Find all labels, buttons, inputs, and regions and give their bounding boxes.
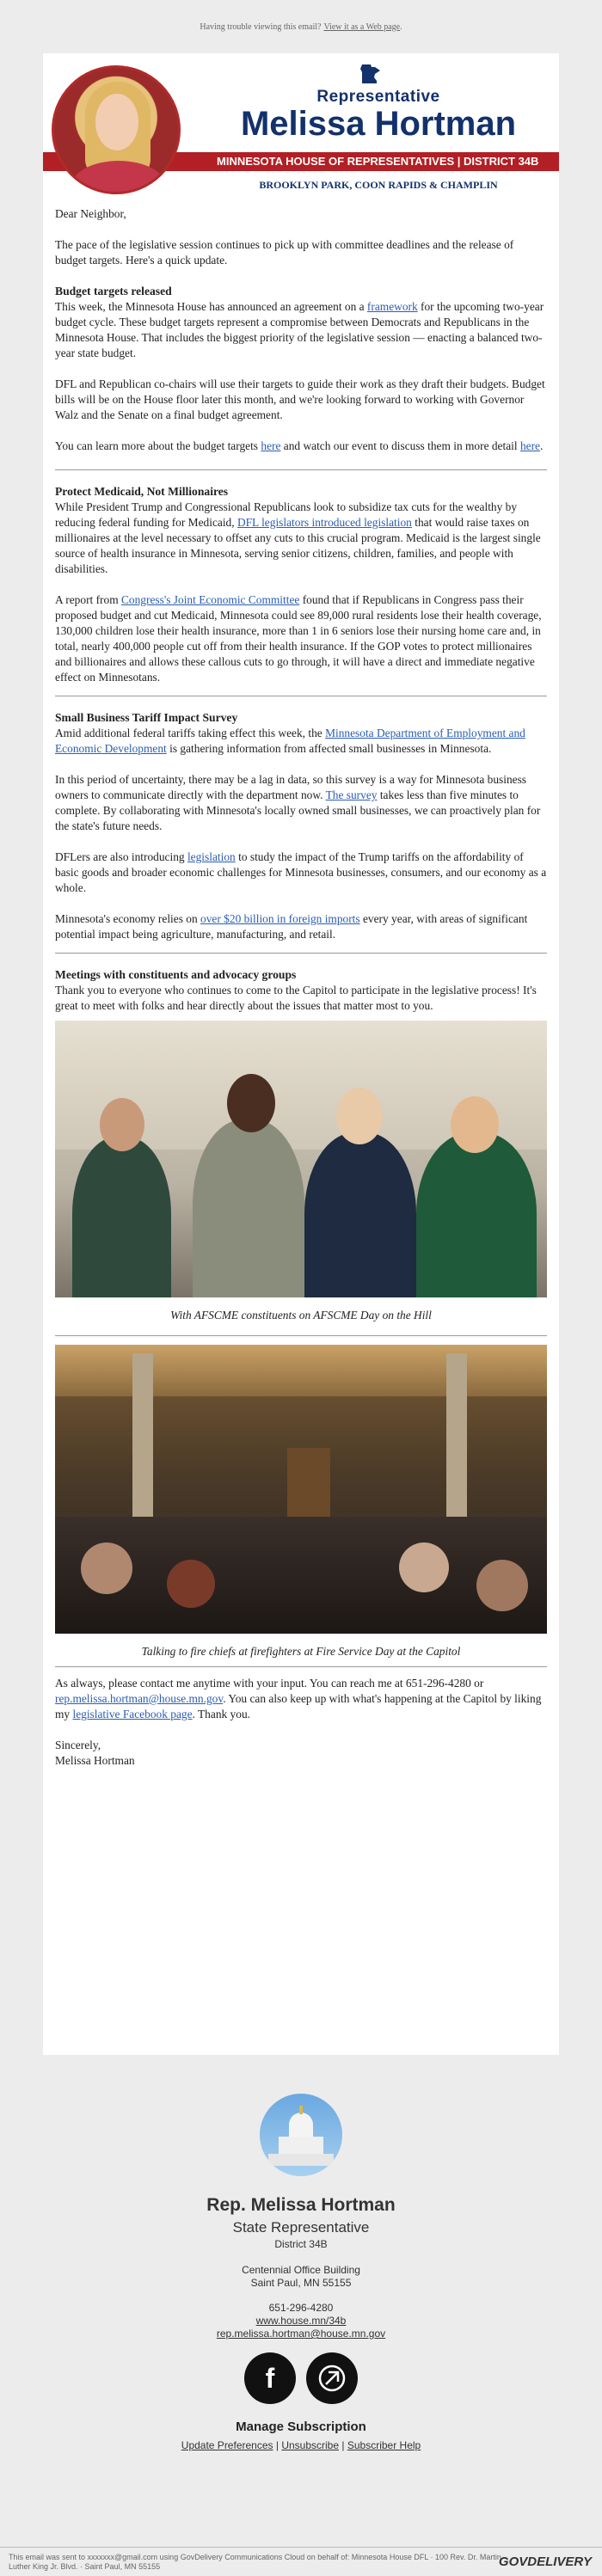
web-view-link[interactable]: View it as a Web page [323, 21, 401, 32]
divider [55, 953, 547, 954]
footer-address: Centennial Office Building Saint Paul, MN 55155 [242, 2264, 360, 2289]
footer-email-link[interactable]: rep.melissa.hortman@house.mn.gov [216, 2328, 386, 2340]
joint-economic-committee-link[interactable]: Congress's Joint Economic Committee [120, 593, 300, 606]
deed-link[interactable]: Minnesota Department of Employment and Economic Development [55, 727, 525, 755]
meetings-paragraph: Thank you to everyone who continues to come to the Capitol to participate in the legislative process! It's great to meet with folks and hear directly about the issues that matter most to you. [55, 984, 537, 1012]
greeting: Dear Neighbor, [55, 207, 126, 220]
tariff-paragraph-4: Minnesota's economy relies on over $20 billion in foreign imports every year, with areas of significant potential impact being agriculture, manufacturing, and retail. [55, 912, 528, 941]
budget-paragraph-3: You can learn more about the budget targets here and watch our event to discuss them in more detail here. [55, 439, 544, 452]
newsletter-content [43, 206, 559, 1769]
meetings-heading: Meetings with constituents and advocacy groups [55, 968, 297, 981]
dfl-legislation-link[interactable]: DFL legislators introduced legislation [236, 516, 412, 529]
divider [55, 469, 547, 470]
signature-block [55, 1738, 547, 1769]
tariff-legislation-link[interactable]: legislation [187, 850, 236, 863]
afscme-photo [55, 1021, 547, 1297]
footer-name: Rep. Melissa Hortman [206, 2195, 396, 2215]
subscription-links: Update Preferences | Unsubscribe | Subscriber Help [181, 2439, 421, 2451]
tariff-paragraph-1: Amid additional federal tariffs taking effect this week, the Minnesota Department of Employment and Economic Development is gathering information from affected small businesses in Minnesota. [55, 727, 525, 755]
header-cities: BROOKLYN PARK, COON RAPIDS & CHAMPLIN [259, 179, 498, 191]
budget-targets-link[interactable]: here [261, 439, 281, 452]
manage-subscription: Manage Subscription [236, 2420, 366, 2434]
signature: Melissa Hortman [55, 1754, 135, 1767]
newsletter-header [43, 53, 559, 199]
tariff-paragraph-2: In this period of uncertainty, there may be a lag in data, so this survey is a way for Minnesota business owners to communicate directly with the department now. The survey takes less than five minutes to complete. By collaborating with Minnesota's locally owned small businesses, we can proactively plan for the state's future needs. [55, 773, 541, 832]
medicaid-paragraph-2: A report from Congress's Joint Economic Committee found that if Republicans in Congress pass their proposed budget and cut Medicaid, Minnesota could see 89,000 rural residents lose their health coverage, 130,000 children lose their health insurance, more than 1 in 6 seniors lose their nursing home care and, in total, nearly 400,000 people cut off from their health insurance. If the GOP votes to protect millionaires and billionaires and allows these callous cuts to go through, it will have a direct and immediate negative effect on Minnesotans. [55, 593, 542, 684]
header-name: Melissa Hortman [240, 105, 517, 143]
footer [0, 2094, 602, 2451]
representative-photo [52, 65, 181, 194]
fire-service-photo [55, 1345, 547, 1634]
divider [55, 1335, 547, 1336]
disclaimer: This email was sent to xxxxxxx@gmail.com using GovDelivery Communications Cloud on behalf of: Minnesota House DFL · 100 Rev. Dr. Martin Luther King Jr. Blvd. · Saint Paul, MN 55155 [9, 2553, 501, 2571]
header-title: Representative [316, 88, 440, 106]
subscriber-help-link[interactable]: Subscriber Help [347, 2439, 421, 2451]
social-icons [0, 2352, 602, 2404]
minnesota-icon [359, 64, 381, 84]
email-body [43, 53, 559, 2055]
unsubscribe-link[interactable]: Unsubscribe [281, 2439, 340, 2451]
web-view-note: Having trouble viewing this email? View it as a Web page . [200, 21, 402, 32]
capitol-logo [260, 2094, 342, 2176]
bottom-bar [0, 2547, 602, 2576]
medicaid-heading: Protect Medicaid, Not Millionaires [55, 485, 229, 498]
facebook-icon[interactable]: f [244, 2352, 296, 2404]
district-banner: MINNESOTA HOUSE OF REPRESENTATIVES | DISTRICT 34B [43, 152, 559, 171]
budget-paragraph-1: This week, the Minnesota House has announced an agreement on a framework for the upcoming two-year budget cycle. These budget targets represent a compromise between Democrats and Republicans in the Minnesota House. That includes the biggest priority of the legislative session — enacting a balanced two-year state budget. [55, 300, 544, 359]
web-view-text: Having trouble viewing this email? [200, 21, 322, 32]
intro-paragraph: The pace of the legislative session continues to pick up with committee deadlines and the release of budget targets. Here's a quick update. [55, 238, 514, 267]
survey-link[interactable]: The survey [325, 788, 378, 801]
footer-phone: 651-296-4280 [268, 2302, 334, 2314]
footer-title: State Representative [232, 2219, 370, 2236]
budget-event-link[interactable]: here [519, 439, 540, 452]
website-icon[interactable] [306, 2352, 358, 2404]
signoff: Sincerely, [55, 1739, 101, 1751]
tariff-paragraph-3: DFLers are also introducing legislation to study the impact of the Trump tariffs on the affordability of basic goods and broader economic challenges for Minnesota businesses, consumers, and our economy as a whole. [55, 850, 547, 894]
update-preferences-link[interactable]: Update Preferences [181, 2439, 273, 2451]
framework-link[interactable]: framework [366, 300, 418, 313]
closing-paragraph: As always, please contact me anytime with your input. You can reach me at 651-296-4280 or rep.melissa.hortman@house.mn.gov. You can also keep up with what's happening at the Capitol by liking my legislative Facebook page. Thank you. [55, 1677, 542, 1720]
footer-contact [0, 2302, 602, 2340]
footer-district: District 34B [274, 2238, 328, 2250]
fire-service-caption: Talking to fire chiefs at firefighters at Fire Service Day at the Capitol [141, 1645, 461, 1658]
budget-paragraph-2: DFL and Republican co-chairs will use their targets to guide their work as they draft their budgets. Budget bills will be on the House floor later this month, and we're looking forward to working with Governor Walz and the Senate on a final budget agreement. [55, 377, 545, 421]
foreign-imports-link[interactable]: over $20 billion in foreign imports [200, 912, 360, 925]
govdelivery-logo: GOVDELIVERY [498, 2555, 592, 2569]
medicaid-paragraph-1: While President Trump and Congressional Republicans look to subsidize tax cuts for the wealthy by reducing federal funding for Medicaid, DFL legislators introduced legislation that would raise taxes on millionaires at the level necessary to offset any cuts to this crucial program. Medicaid is the largest single source of health insurance in Minnesota, serving senior citizens, children, families, and people with disabilities. [55, 500, 541, 575]
afscme-caption: With AFSCME constituents on AFSCME Day on the Hill [170, 1309, 432, 1322]
email-link[interactable]: rep.melissa.hortman@house.mn.gov [55, 1692, 224, 1705]
budget-heading: Budget targets released [55, 285, 172, 297]
footer-website-link[interactable]: www.house.mn/34b [255, 2315, 347, 2327]
divider [55, 1666, 547, 1667]
tariff-heading: Small Business Tariff Impact Survey [55, 711, 238, 724]
facebook-page-link[interactable]: legislative Facebook page [72, 1708, 193, 1720]
